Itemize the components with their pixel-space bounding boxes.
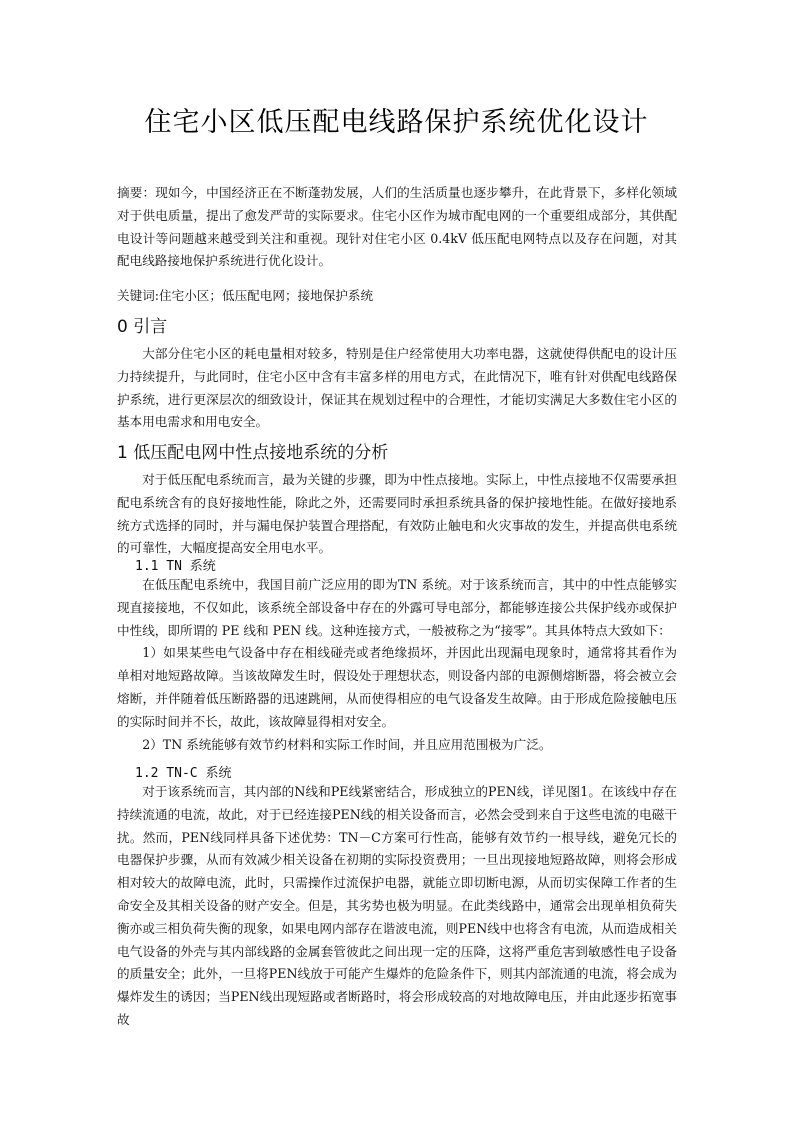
section-1-1-paragraph: 在低压配电系统中，我国目前广泛应用的即为TN 系统。对于该系统而言，其中的中性点能够实现直接接地，不仅如此，该系统全部设备中存在的外露可导电部分，都能够连接公共保护线亦或保护中性线，即所谓的 PE 线和 PEN 线。这种连接方式，一般被称之为“接零”。其具体特点大致如下：	[117, 577, 677, 638]
section-1-2	[117, 762, 677, 1032]
section-1-paragraph: 对于低压配电系统而言，最为关键的步骤，即为中性点接地。实际上，中性点接地不仅需要承担配电系统含有的良好接地性能，除此之外，还需要同时承担系统具备的保护接地性能。在做好接地系统方式选择的同时，并与漏电保护装置合理搭配，有效防止触电和火灾事故的发生，并提高供电系统的可靠性，大幅度提高安全用电水平。	[117, 472, 677, 556]
section-1-1-item-1: 1）如果某些电气设备中存在相线碰壳或者绝缘损坏，并因此出现漏电现象时，通常将其看作为单相对地短路故障。当该故障发生时，假设处于理想状态，则设备内部的电源侧熔断器，将会被立会熔断，并伴随着低压断路器的迅速跳闸，从而使得相应的电气设备发生故障。由于形成危险接触电压的实际时间并不长，故此，该故障显得相对安全。	[117, 645, 677, 729]
abstract-block	[117, 182, 677, 273]
section-1-2-paragraph: 对于该系统而言，其内部的N线和PE线紧密结合，形成独立的PEN线，详见图1。在该线中存在持续流通的电流，故此，对于已经连接PEN线的相关设备而言，必然会受到来自于这些电流的电磁干扰。然而，PEN线同样具备下述优势：TN－C方案可行性高，能够有效节约一根导线，避免冗长的电器保护步骤，从而有效减少相关设备在初期的实际投资费用；一旦出现接地短路故障，则将会形成相对较大的故障电流，此时，只需操作过流保护电器，就能立即切断电源，从而切实保障工作者的生命安全及其相关设备的财产安全。但是，其劣势也极为明显。在此类线路中，通常会出现单相负荷失衡亦或三相负荷失衡的现象，如果电网内部存在谐波电流，则PEN线中也将含有电流，从而造成相关电气设备的外壳与其内部线路的金属套管彼此之间出现一定的压降，这将严重危害到敏感性电子设备的质量安全；此外，一旦将PEN线放于可能产生爆炸的危险条件下，则其内部流通的电流，将会成为爆炸发生的诱因；当PEN线出现短路或者断路时，将会形成较高的对地故障电压，并由此逐步拓宽事故	[117, 784, 677, 1027]
keywords-block	[117, 285, 677, 308]
section-0-heading: 0 引言	[117, 317, 168, 337]
abstract-text: 摘要：现如今，中国经济正在不断蓬勃发展，人们的生活质量也逐步攀升，在此背景下，多样化领域对于供电质量，提出了愈发严苛的实际要求。住宅小区作为城市配电网的一个重要组成部分，其供配电设计等问题越来越受到关注和重视。现针对住宅小区 0.4kV 低压配电网特点以及存在问题，对其配电线路接地保护系统进行优化设计。	[117, 185, 677, 269]
section-1-1	[117, 555, 677, 756]
section-0-paragraph: 大部分住宅小区的耗电量相对较多，特别是住户经常使用大功率电器，这就使得供配电的设计压力持续提升，与此同时，住宅小区中含有丰富多样的用电方式，在此情况下，唯有针对供配电线路保护系统，进行更深层次的细致设计，保证其在规划过程中的合理性，才能切实满足大多数住宅小区的基本用电需求和用电安全。	[117, 346, 677, 430]
section-1-1-heading: 1.1 TN 系统	[135, 559, 216, 574]
keywords-text: 关键词:住宅小区；低压配电网；接地保护系统	[117, 288, 374, 303]
section-1	[117, 438, 677, 560]
section-1-2-heading: 1.2 TN-C 系统	[135, 766, 232, 781]
paper-title: 住宅小区低压配电线路保护系统优化设计	[144, 107, 649, 138]
section-0	[117, 312, 677, 434]
section-1-1-item-2: 2）TN 系统能够有效节约材料和实际工作时间，并且应用范围极为广泛。	[142, 736, 552, 752]
section-1-heading: 1 低压配电网中性点接地系统的分析	[117, 443, 389, 463]
